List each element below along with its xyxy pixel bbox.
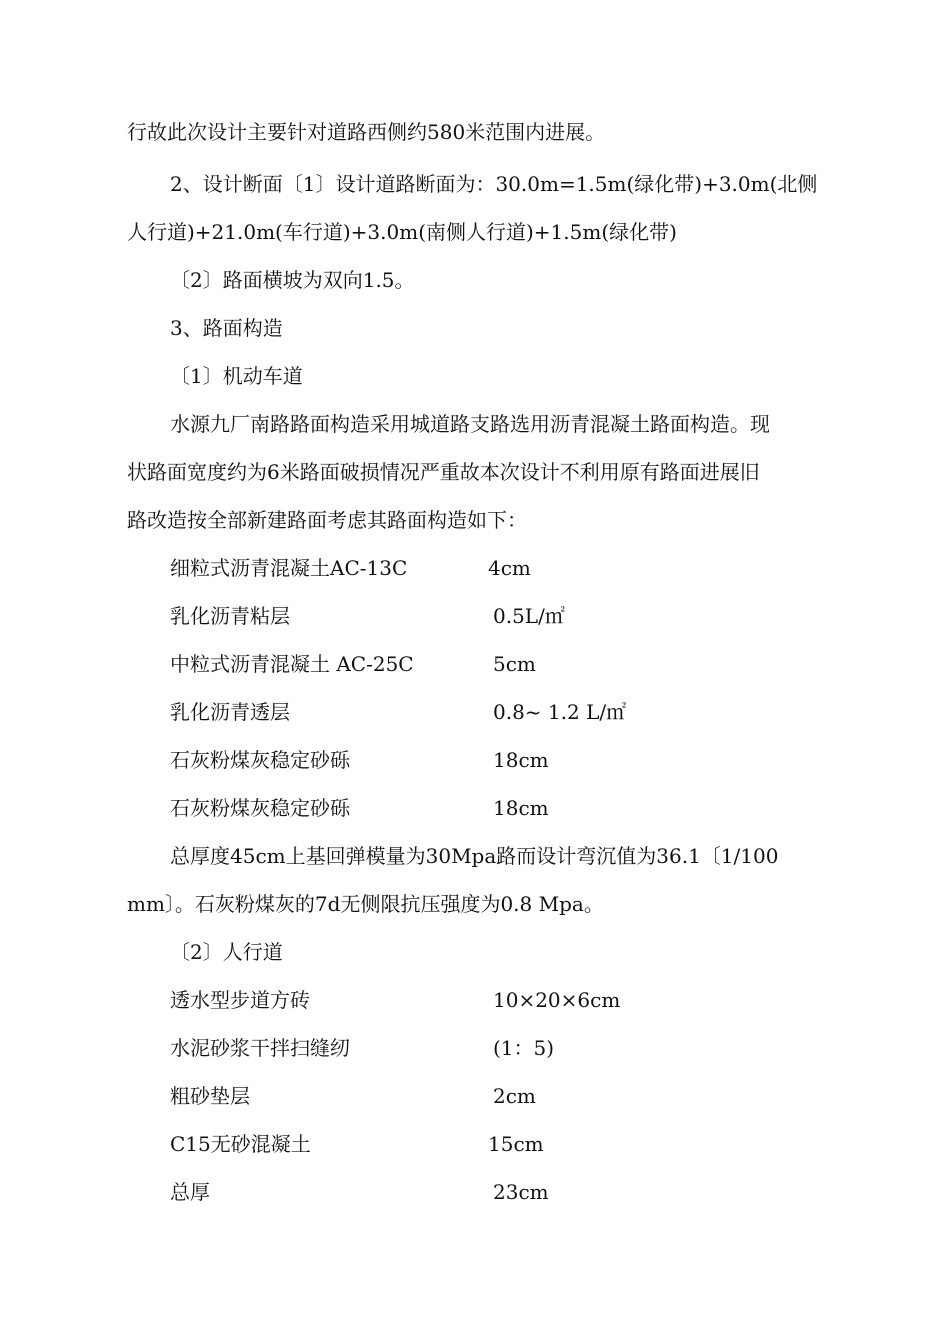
layer-name: 透水型步道方砖 xyxy=(170,988,310,1012)
layer-value: (1：5) xyxy=(493,1036,555,1060)
sidewalk-layer-row xyxy=(170,1035,555,1061)
paragraph-section-2-line-1: 2、设计断面〔1〕设计道路断面为：30.0m=1.5m(绿化带)+3.0m(北侧 xyxy=(170,172,818,196)
layer-row xyxy=(170,555,531,581)
paragraph-motor-lane-line-3: 路改造按全部新建路面考虑其路面构造如下： xyxy=(127,508,527,532)
paragraph-motor-lane-line-2: 状路面宽度约为6米路面破损情况严重故本次设计不利用原有路面进展旧 xyxy=(127,460,760,484)
heading-motor-lane: 〔1〕机动车道 xyxy=(170,364,303,388)
layer-name: 乳化沥青粘层 xyxy=(170,604,290,628)
paragraph-intro-end: 行故此次设计主要针对道路西侧约580米范围内进展。 xyxy=(127,120,606,144)
layer-row xyxy=(170,603,565,629)
sidewalk-layer-row xyxy=(170,987,621,1013)
layer-value: 18cm xyxy=(493,748,549,772)
layer-name: 中粒式沥青混凝土 AC-25C xyxy=(170,652,414,676)
layer-name: 细粒式沥青混凝土AC-13C xyxy=(170,556,408,580)
layer-value: 18cm xyxy=(493,796,549,820)
layer-value: 15cm xyxy=(488,1132,544,1156)
paragraph-cross-slope: 〔2〕路面横坡为双向1.5。 xyxy=(170,268,415,292)
layer-value: 0.5L/㎡ xyxy=(493,604,565,628)
paragraph-motor-lane-line-1: 水源九厂南路路面构造采用城道路支路选用沥青混凝土路面构造。现 xyxy=(170,412,770,436)
heading-sidewalk: 〔2〕人行道 xyxy=(170,940,283,964)
sidewalk-layer-row xyxy=(170,1083,536,1109)
layer-value: 10×20×6cm xyxy=(493,988,621,1012)
layer-name: 总厚 xyxy=(170,1180,210,1204)
layer-value: 5cm xyxy=(493,652,536,676)
layer-value: 2cm xyxy=(493,1084,536,1108)
paragraph-section-2-line-2: 人行道)+21.0m(车行道)+3.0m(南侧人行道)+1.5m(绿化带) xyxy=(127,220,677,244)
layer-name: 乳化沥青透层 xyxy=(170,700,290,724)
layer-value: 4cm xyxy=(488,556,531,580)
layer-name: 水泥砂浆干拌扫缝纫 xyxy=(170,1036,350,1060)
layer-row xyxy=(170,699,627,725)
layer-name: C15无砂混凝土 xyxy=(170,1132,311,1156)
heading-pavement-structure: 3、路面构造 xyxy=(170,316,283,340)
layer-value: 23cm xyxy=(493,1180,549,1204)
paragraph-total-thickness-line-2: mm〕。石灰粉煤灰的7d无侧限抗压强度为0.8 Mpa。 xyxy=(127,892,604,916)
layer-value: 0.8~ 1.2 L/㎡ xyxy=(493,700,627,724)
layer-name: 石灰粉煤灰稳定砂砾 xyxy=(170,796,350,820)
layer-row xyxy=(170,747,549,773)
layer-name: 粗砂垫层 xyxy=(170,1084,250,1108)
layer-name: 石灰粉煤灰稳定砂砾 xyxy=(170,748,350,772)
sidewalk-layer-row xyxy=(170,1131,544,1157)
sidewalk-layer-row xyxy=(170,1179,549,1205)
paragraph-total-thickness-line-1: 总厚度45cm上基回弹模量为30Mpa路而设计弯沉值为36.1〔1/100 xyxy=(170,844,779,868)
layer-row xyxy=(170,795,549,821)
layer-row xyxy=(170,651,536,677)
